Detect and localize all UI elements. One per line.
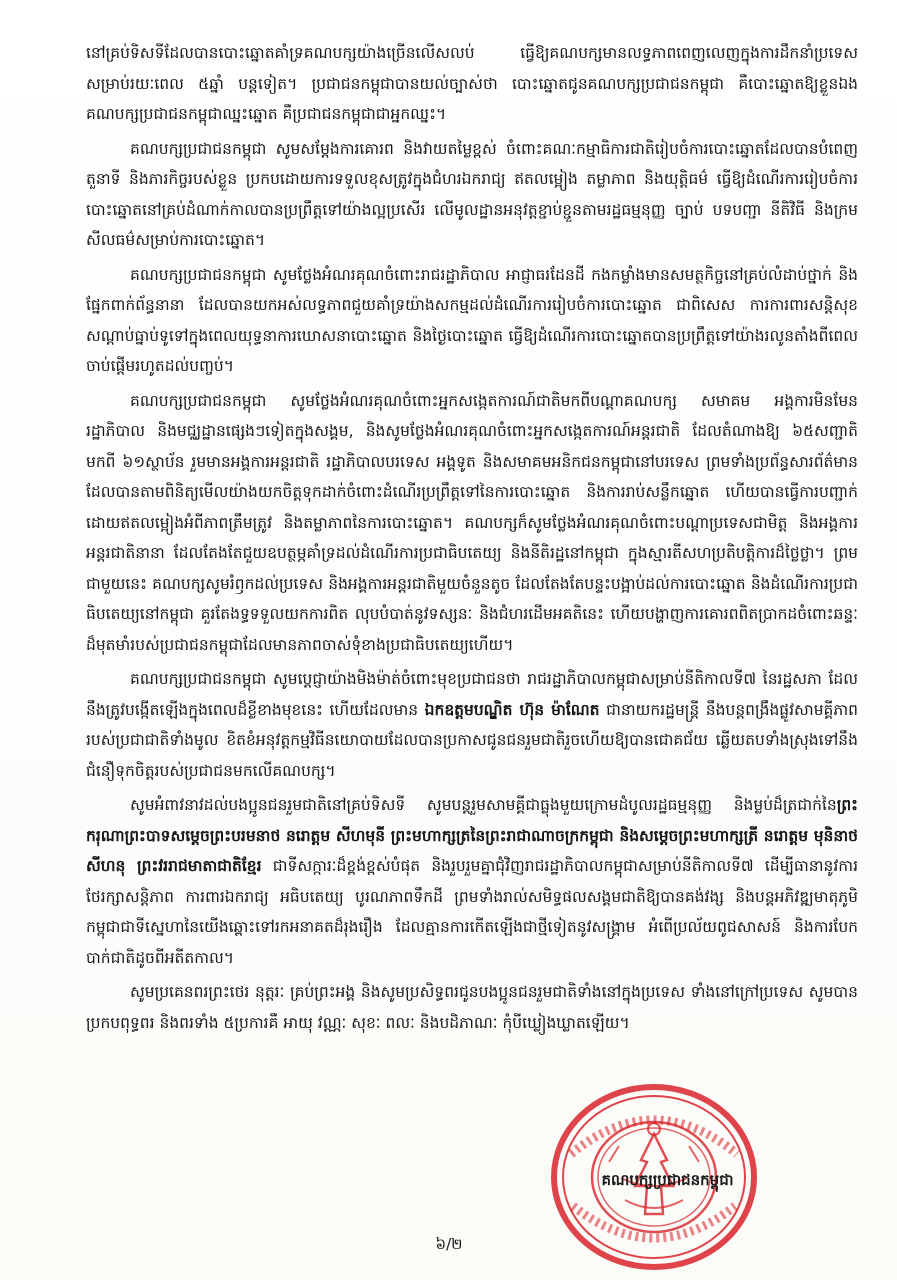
- document-body: [86, 38, 858, 1042]
- paragraph-6-text-before: សូមអំពាវនាវដល់បងប្អូនជនរួមជាតិនៅគ្រប់ទិសទី សូមបន្តរួមសាមគ្គីជាធ្លុងមួយក្រោមដំបូលរដ្ឋធម្មនុញ្ញ និងម្លប់ដ៏ត្រជាក់នៃ: [130, 796, 837, 814]
- paragraph-5-text-after: ជានាយករដ្ឋមន្ត្រី នឹងបន្តពង្រឹងផ្លូវសាមគ្គីភាពរបស់ប្រជាជាតិទាំងមូល ខិតខំអនុវត្តកម្មវិធីនយោបាយដែលបានប្រកាសជូនជនរួមជាតិរួចហើយឱ្យបានជោគជ័យ ឆ្លើយតបទាំងស្រុងទៅនឹងជំនឿទុកចិត្តរបស់ប្រជាជនមកលើគណបក្ស។: [86, 700, 858, 780]
- paragraph-6-bold-royal-titles: ព្រះករុណាព្រះបាទសម្តេចព្រះបរមនាថ នរោត្តម សីហមុនី ព្រះមហាក្សត្រនៃព្រះរាជាណាចក្រកម្ពុជា និងសម្តេចព្រះមហាក្សត្រី នរោត្តម មុនិនាថ សីហនុ ព្រះវររាជមាតាជាតិខ្មែរ: [86, 796, 858, 875]
- page-number: ៦/២: [435, 1235, 463, 1253]
- paragraph-5-text-before: គណបក្សប្រជាជនកម្ពុជា សូមប្តេជ្ញាយ៉ាងមិងម៉ាត់ចំពោះមុខប្រជាជនថា រាជរដ្ឋាភិបាលកម្ពុជាសម្រាប់នីតិកាលទី៧ នៃរដ្ឋសភា ដែលនឹងត្រូវបង្កើតឡើងក្នុងពេលដ៏ខ្លីខាងមុខនេះ ហើយដែលមាន: [86, 670, 858, 719]
- paragraph-5-bold-name: ឯកឧត្តមបណ្ឌិត ហ៊ុន ម៉ាណែត: [424, 700, 600, 719]
- paragraph-5: [86, 664, 858, 786]
- paragraph-3: គណបក្សប្រជាជនកម្ពុជា សូមថ្លែងអំណរគុណចំពោះរាជរដ្ឋាភិបាល អាជ្ញាធរដែនដី កងកម្លាំងមានសមត្ថកិច្ចនៅគ្រប់លំដាប់ថ្នាក់ និងផ្នែកពាក់ព័ន្ធនានា ដែលបានយកអស់លទ្ធភាពជួយគាំទ្រយ៉ាងសកម្មដល់ដំណើរការរៀបចំការបោះឆ្នោត ជាពិសេស ការការពារសន្តិសុខ សណ្តាប់ធ្នាប់ទូទៅក្នុងពេលយុទ្ធនាការឃោសនាបោះឆ្នោត និងថ្ងៃបោះឆ្នោត ធ្វើឱ្យដំណើរការបោះឆ្នោតបានប្រព្រឹត្តទៅយ៉ាងរលូនតាំងពីពេលចាប់ផ្តើមរហូតដល់បញ្ចប់។: [86, 265, 858, 375]
- paragraph-6-text-after: ជាទីសក្ការៈដ៏ខ្ពង់ខ្ពស់បំផុត និងរួបរួមគ្នាជុំវិញរាជរដ្ឋាភិបាលកម្ពុជាសម្រាប់នីតិកាលទី៧ ដើម្បីធានានូវការថែរក្សាសន្តិភាព ការពារឯករាជ្យ អធិបតេយ្យ បូរណភាពទឹកដី ព្រមទាំងរាល់សមិទ្ធផលសង្គមជាតិឱ្យបានគង់វង្ស និងបន្តអភិវឌ្ឍមាតុភូមិកម្ពុជាជាទីស្នេហានៃយើងឆ្ពោះទៅរកអនាគតដ៏រុងរឿង ដែលគ្មានការកើតឡើងជាថ្មីទៀតនូវសង្គ្រាម អំពើប្រល័យពូជសាសន៍ និងការបែកបាក់ជាតិដូចពីអតីតកាល។: [86, 857, 858, 967]
- signature-party-name: គណបក្សប្រជាជនកម្ពុជា: [601, 1171, 734, 1189]
- paragraph-4: គណបក្សប្រជាជនកម្ពុជា សូមថ្លែងអំណរគុណចំពោះអ្នកសង្កេតការណ៍ជាតិមកពីបណ្តាគណបក្ស សមាគម អង្គការមិនមែនរដ្ឋាភិបាល និងមជ្ឈដ្ឋានផ្សេងៗទៀតក្នុងសង្គម, និងសូមថ្លែងអំណរគុណចំពោះអ្នកសង្កេតការណ៍អន្តរជាតិ ដែលតំណាងឱ្យ ៦៥សញ្ជាតិ មកពី ៦១ស្ថាប័ន រួមមានអង្គការអន្តរជាតិ រដ្ឋាភិបាលបរទេស អង្គទូត និងសមាគមអនិកជនកម្ពុជានៅបរទេស ព្រមទាំងប្រព័ន្ធសារព័ត៌មាន ដែលបានតាមពិនិត្យមើលយ៉ាងយកចិត្តទុកដាក់ចំពោះដំណើរប្រព្រឹត្តទៅនៃការបោះឆ្នោត និងការរាប់សន្លឹកឆ្នោត ហើយបានធ្វើការបញ្ជាក់ដោយឥតលម្អៀងអំពីភាពត្រឹមត្រូវ និងតម្លាភាពនៃការបោះឆ្នោត។ គណបក្សក៏សូមថ្លែងអំណរគុណចំពោះបណ្តាប្រទេសជាមិត្ត និងអង្គការអន្តរជាតិនានា ដែលតែងតែជួយឧបត្ថម្ភគាំទ្រដល់ដំណើរការប្រជាធិបតេយ្យ និងនីតិរដ្ឋនៅកម្ពុជា ក្នុងស្មារតីសហប្រតិបត្តិការដ៏ថ្លៃថ្លា។ ព្រមជាមួយនេះ គណបក្សសូមរំឭកដល់ប្រទេស និងអង្គការអន្តរជាតិមួយចំនួនតូច ដែលតែងតែបន្ទះបង្អាប់ដល់ការបោះឆ្នោត និងដំណើរការប្រជាធិបតេយ្យនៅកម្ពុជា គួរតែងទ្ធទទួលយកការពិត លុបបំបាត់នូវទស្សនៈ និងជំហរដើមអគតិនេះ ហើយបង្ហាញការគោរពពិតប្រាកដចំពោះឆន្ទៈដ៏មុតមាំរបស់ប្រជាជនកម្ពុជាដែលមានភាពចាស់ទុំខាងប្រជាធិបតេយ្យហើយ។: [86, 391, 858, 654]
- paragraph-2: គណបក្សប្រជាជនកម្ពុជា សូមសម្តែងការគោរព និងវាយតម្លៃខ្ពស់ ចំពោះគណៈកម្មាធិការជាតិរៀបចំការបោះឆ្នោតដែលបានបំពេញតួនាទី និងភារកិច្ចរបស់ខ្លួន ប្រកបដោយការទទួលខុសត្រូវក្នុងជំហរឯករាជ្យ ឥតលម្អៀង តម្លាភាព និងយុត្តិធម៌ ធ្វើឱ្យដំណើរការរៀបចំការបោះឆ្នោតនៅគ្រប់ដំណាក់កាលបានប្រព្រឹត្តទៅយ៉ាងល្អប្រសើរ លើមូលដ្ឋានអនុវត្តខ្ជាប់ខ្ជួនតាមរដ្ឋធម្មនុញ្ញ ច្បាប់ បទបញ្ជា នីតិវិធី និងក្រមសីលធម៌សម្រាប់ការបោះឆ្នោត។: [86, 139, 858, 249]
- paragraph-7: សូមប្រគេនពរព្រះថេរ នុត្តរៈ គ្រប់ព្រះអង្គ និងសូមប្រសិទ្ធពរជូនបងប្អូនជនរួមជាតិទាំងនៅក្នុងប្រទេស ទាំងនៅក្រៅប្រទេស សូមបានប្រកបពុទ្ធពរ និងពរទាំង ៥ប្រការគឺ អាយុ វណ្ណៈ សុខៈ ពលៈ និងបដិភាណៈ កុំបីឃ្លៀងឃ្លាតឡើយ។: [86, 983, 858, 1032]
- paragraph-6: [86, 790, 858, 973]
- paragraph-1: នៅគ្រប់ទិសទីដែលបានបោះឆ្នោតគាំទ្រគណបក្សយ៉ាងច្រើនលើសលប់ ធ្វើឱ្យគណបក្សមានលទ្ធភាពពេញលេញក្នុងការដឹកនាំប្រទេសសម្រាប់រយៈពេល ៥ឆ្នាំ បន្តទៀត។ ប្រជាជនកម្ពុជាបានយល់ច្បាស់ថា បោះឆ្នោតជូនគណបក្សប្រជាជនកម្ពុជា គឺបោះឆ្នោតឱ្យខ្លួនឯង គណបក្សប្រជាជនកម្ពុជាឈ្នះឆ្នោត គឺប្រជាជនកម្ពុជាជាអ្នកឈ្នះ។: [86, 44, 858, 123]
